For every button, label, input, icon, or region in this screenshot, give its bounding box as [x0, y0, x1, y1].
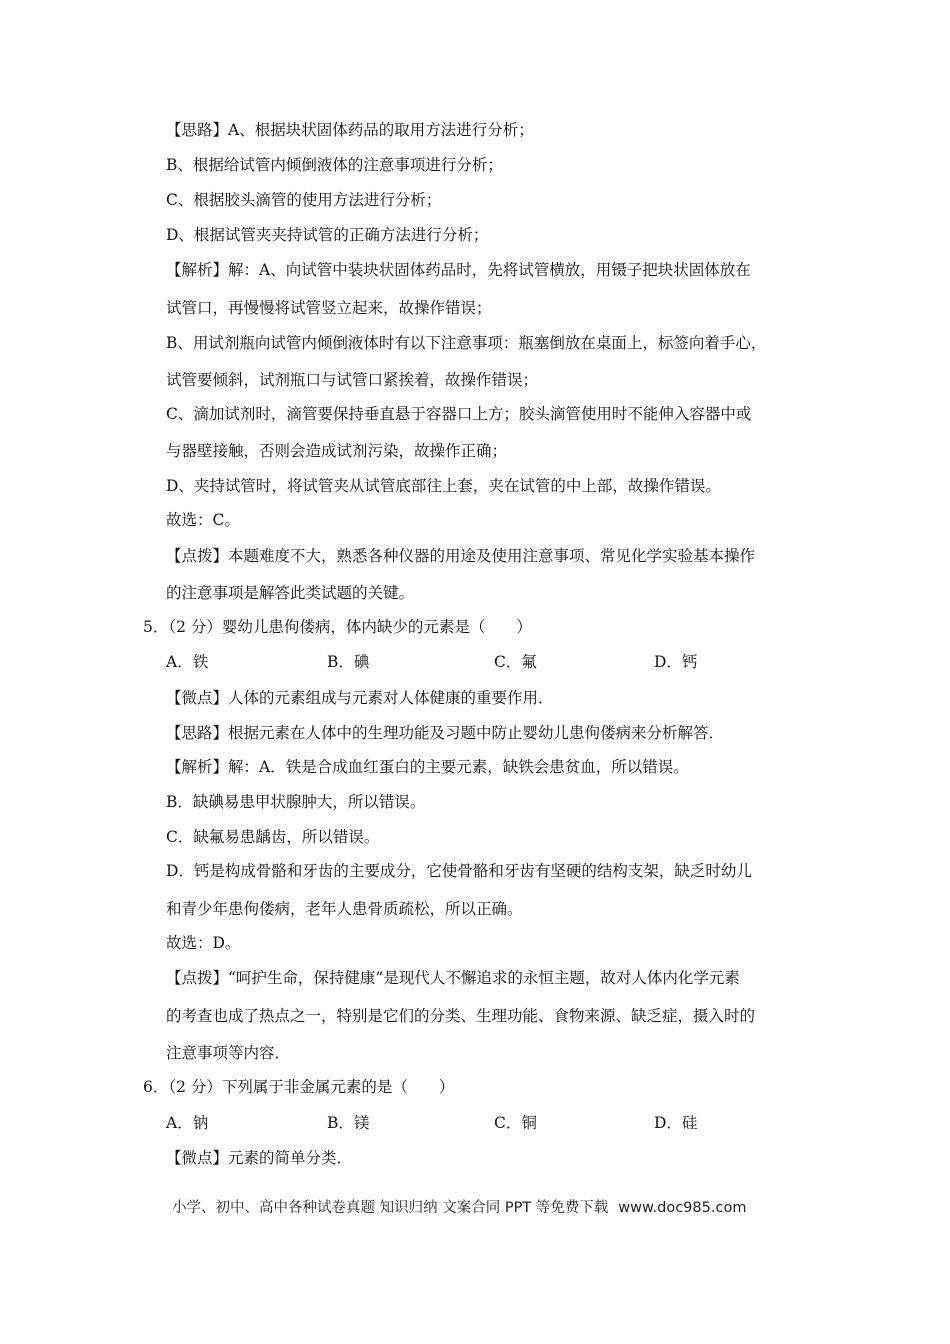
q6-option-b: B．镁 [327, 1114, 370, 1132]
question-5-stem: 5．（2 分）婴幼儿患佝偻病，体内缺少的元素是（ ） [143, 618, 532, 636]
q5-option-a: A．铁 [166, 653, 209, 671]
text-line: B、用试剂瓶向试管内倾倒液体时有以下注意事项：瓶塞倒放在桌面上，标签向着手心， [166, 334, 767, 352]
text-line: 【思路】根据元素在人体中的生理功能及习题中防止婴幼儿患佝偻病来分析解答． [166, 724, 725, 742]
text-line: 【点拨】本题难度不大，熟悉各种仪器的用途及使用注意事项、常见化学实验基本操作 [166, 547, 756, 565]
text-line: 【解析】解：A、向试管中装块状固体药品时，先将试管横放，用镊子把块状固体放在 [166, 261, 751, 279]
text-line: C、滴加试剂时，滴管要保持垂直悬于容器口上方；胶头滴管使用时不能伸入容器中或 [166, 405, 752, 423]
question-6-stem: 6．（2 分）下列属于非金属元素的是（ ） [143, 1078, 455, 1096]
footer-url[interactable]: www.doc985.com [618, 1200, 747, 1216]
q5-option-b: B．碘 [327, 653, 370, 671]
text-line: 【点拨】“呵护生命，保持健康”是现代人不懈追求的永恒主题，故对人体内化学元素 [166, 969, 740, 987]
q6-option-a: A．钠 [166, 1114, 209, 1132]
text-line: D、根据试管夹夹持试管的正确方法进行分析； [166, 226, 489, 244]
page-footer [172, 1196, 746, 1217]
text-line: 【思路】A、根据块状固体药品的取用方法进行分析； [166, 121, 534, 139]
q6-option-c: C．铜 [494, 1114, 537, 1132]
text-line: 和青少年患佝偻病，老年人患骨质疏松，所以正确。 [166, 900, 523, 918]
text-line: 与器壁接触，否则会造成试剂污染，故操作正确； [166, 442, 508, 460]
text-line: 的考查也成了热点之一，特别是它们的分类、生理功能、食物来源、缺乏症，摄入时的 [166, 1007, 756, 1025]
text-line: 【解析】解：A．铁是合成血红蛋白的主要元素，缺铁会患贫血，所以错误。 [166, 758, 689, 776]
text-line: B、根据给试管内倾倒液体的注意事项进行分析； [166, 156, 503, 174]
text-line: 故选：C。 [166, 511, 240, 529]
text-line: D、夹持试管时，将试管夹从试管底部往上套，夹在试管的中上部，故操作错误。 [166, 477, 721, 495]
text-line: 的注意事项是解答此类试题的关键。 [166, 584, 415, 602]
text-line: 试管要倾斜，试剂瓶口与试管口紧挨着，故操作错误； [166, 371, 539, 389]
text-line: 故选：D。 [166, 934, 241, 952]
text-line: C、根据胶头滴管的使用方法进行分析； [166, 191, 442, 209]
q5-option-c: C．氟 [494, 653, 537, 671]
text-line: 试管口，再慢慢将试管竖立起来，故操作错误； [166, 299, 492, 317]
footer-text: 小学、初中、高中各种试卷真题 知识归纳 文案合同 PPT 等免费下载 [172, 1200, 609, 1216]
text-line: D．钙是构成骨骼和牙齿的主要成分，它使骨骼和牙齿有坚硬的结构支架，缺乏时幼儿 [166, 862, 752, 880]
text-line: 【微点】元素的简单分类． [166, 1149, 353, 1167]
text-line: C．缺氟易患龋齿，所以错误。 [166, 828, 380, 846]
q6-option-d: D．硅 [654, 1114, 698, 1132]
text-line: B．缺碘易患甲状腺肿大，所以错误。 [166, 793, 426, 811]
text-line: 注意事项等内容． [166, 1044, 291, 1062]
q5-option-d: D．钙 [654, 653, 698, 671]
text-line: 【微点】人体的元素组成与元素对人体健康的重要作用． [166, 689, 554, 707]
